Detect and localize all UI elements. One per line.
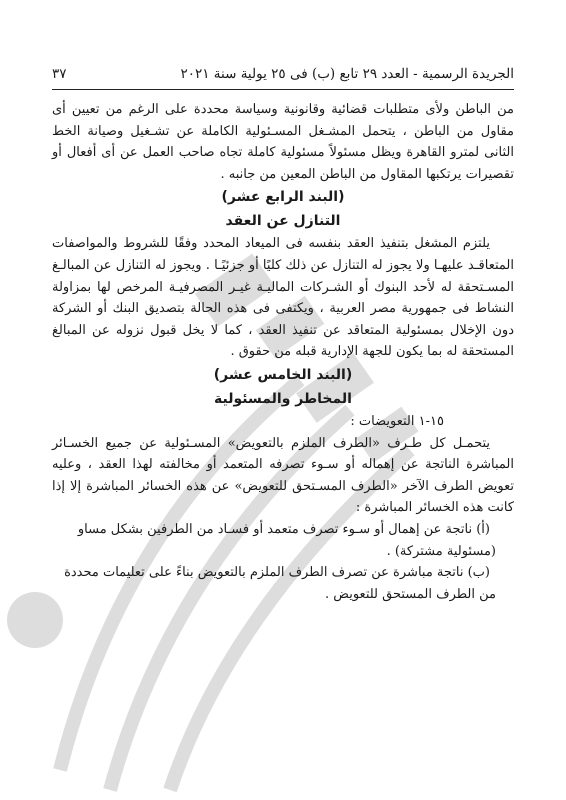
clause-15-1-paragraph: يتحمـل كل طـرف «الطرف الملزم بالتعويض» المسـئولية عن جميع الخسـائر المباشرة الناتجة عن إهماله أو سـوء تصرفه المتعمد أو مخالفته لهذا العقد ، وعليه تعويض الطرف الآخر «الطرف المسـتحق للتعويض» عن هذه الخسائر المباشرة إلا إذا كانت هذه الخسائر المباشرة : <box>52 435 514 516</box>
section-14-subheading: التنازل عن العقد <box>225 213 341 230</box>
intro-paragraph: من الباطن ولأى متطلبات قضائية وقانونية وسياسة محددة على الرغم من تعيين أى مقاول من الباطن ، يتحمل المشـغل المسـئولية الكاملة عن تشـغيل وصيانة الخط الثانى لمترو القاهرة ويظل مسئولاً مسئولية كاملة تجاه صاحب العمل عن أى أفعال أو تقصيرات يرتكبها المقاول من الباطن المعين من جانبه . <box>52 102 514 182</box>
list-item-a-continuation: (مسئولية مشتركة) . <box>386 543 496 559</box>
page-number: ٣٧ <box>52 66 67 82</box>
section-14-paragraph: يلتزم المشغل بتنفيذ العقد بنفسه فى الميعاد المحدد وفقًا للشروط والمواصفات المتعاقـد عليهـا ولا يجوز له التنازل عن ذلك كليًا أو جزئيًـا . ويجوز له التنازل عن المبالـغ المسـتحقة له لأحد البنوك أو الشـركات الماليـة غيـر المصرفيـة المرخص لها بمزاولة النشاط فى جمهورية مصر العربية ، ويكتفى فى هذه الحالة بتصديق البنك أو الشركة دون الإخلال بمسئولية المتعاقد عن تنفيذ العقد ، كما لا يخل قبول نزوله عن المبالغ المستحقة له بما يكون للجهة الإدارية قبله من حقوق . <box>52 236 514 360</box>
list-item-b: (ب) ناتجة مباشرة عن تصرف الطرف الملزم بالتعويض بناءً على تعليمات محددة <box>64 565 490 581</box>
list-item-a: (أ) ناتجة عن إهمال أو سـوء تصرف متعمد أو فسـاد من الطرفين بشكل مساو <box>77 521 490 537</box>
running-header <box>52 66 514 82</box>
list-item-b-continuation: من الطرف المستحق للتعويض . <box>325 586 496 602</box>
running-title: الجريدة الرسمية - العدد ٢٩ تابع (ب) فى ٢٥ يولية سنة ٢٠٢١ <box>180 66 514 82</box>
section-15-heading: (البند الخامس عشر) <box>213 366 353 383</box>
section-15-subheading: المخاطر والمسئولية <box>214 390 352 407</box>
section-14-heading: (البند الرابع عشر) <box>221 189 345 206</box>
header-divider <box>52 89 514 90</box>
clause-15-1-title: ١٥-١ التعويضات : <box>350 413 444 429</box>
document-body <box>52 99 514 605</box>
